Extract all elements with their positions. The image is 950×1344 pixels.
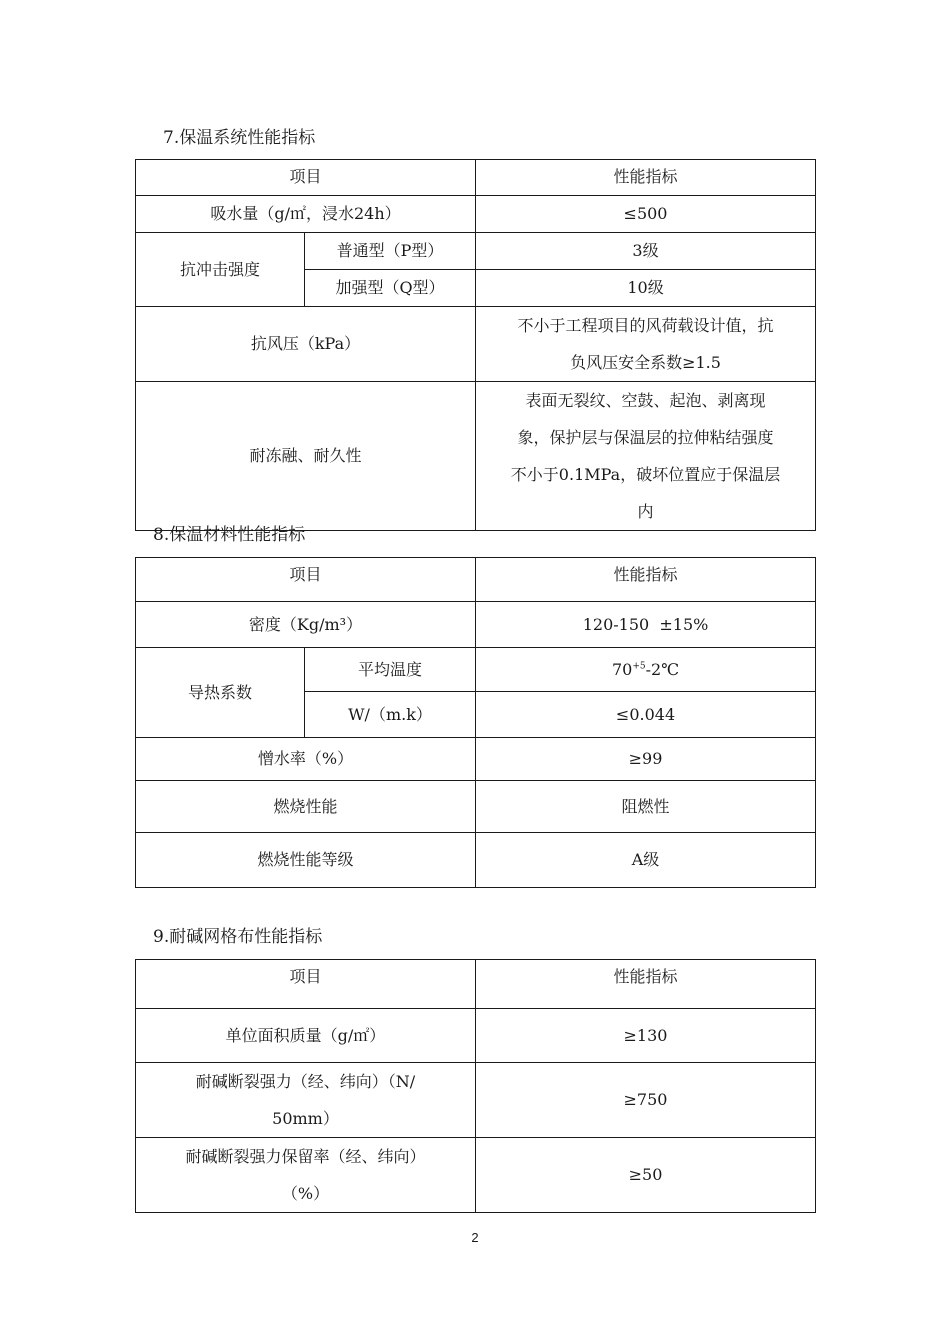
header-item: 项目	[136, 160, 476, 196]
unit-mass-value: ≥130	[476, 1009, 816, 1063]
breaking-value: ≥750	[476, 1063, 816, 1138]
conductivity-unit-label: W/（m.k）	[305, 692, 476, 738]
wind-value-line: 不小于工程项目的风荷载设计值，抗	[517, 316, 774, 335]
avg-temp-value	[476, 648, 816, 692]
impact-reinforced-value: 10级	[476, 270, 816, 307]
durability-line: 象，保护层与保温层的拉伸粘结强度	[517, 428, 774, 447]
impact-reinforced-label: 加强型（Q型）	[305, 270, 476, 307]
table-row	[136, 307, 816, 382]
hydrophobic-value: ≥99	[476, 738, 816, 781]
impact-normal-label: 普通型（P型）	[305, 233, 476, 270]
table-header-row	[136, 160, 816, 196]
insulation-system-table	[135, 159, 816, 531]
table-header-row	[136, 558, 816, 602]
retention-label	[136, 1138, 476, 1213]
table-row	[136, 382, 816, 531]
hydrophobic-label: 憎水率（%）	[136, 738, 476, 781]
conductivity-unit-value: ≤0.044	[476, 692, 816, 738]
header-item: 项目	[136, 558, 476, 602]
table-row	[136, 648, 816, 692]
avg-temp-sup: +5	[632, 661, 646, 672]
avg-temp-label: 平均温度	[305, 648, 476, 692]
section-8-title: 8.保温材料性能指标	[153, 525, 306, 545]
wind-value	[476, 307, 816, 382]
avg-temp-tail: -2℃	[645, 659, 680, 679]
durability-value	[476, 382, 816, 531]
table-header-row	[136, 960, 816, 1009]
table-row	[136, 1063, 816, 1138]
density-value: 120-150 ±15%	[476, 602, 816, 648]
water-absorption-value: ≤500	[476, 196, 816, 233]
header-item: 项目	[136, 960, 476, 1009]
breaking-label	[136, 1063, 476, 1138]
durability-line: 表面无裂纹、空鼓、起泡、剥离现	[525, 391, 766, 410]
wind-label: 抗风压（kPa）	[136, 307, 476, 382]
combustion-label: 燃烧性能	[136, 781, 476, 833]
avg-temp-main: 70	[611, 659, 633, 679]
water-absorption-label: 吸水量（g/㎡，浸水24h）	[136, 196, 476, 233]
retention-label-line: （%）	[281, 1184, 330, 1203]
table-row	[136, 602, 816, 648]
section-9-title: 9.耐碱网格布性能指标	[153, 927, 323, 947]
mesh-table	[135, 959, 816, 1213]
table-row	[136, 781, 816, 833]
section-7-title: 7.保温系统性能指标	[163, 128, 316, 148]
header-spec: 性能指标	[476, 960, 816, 1009]
table-row	[136, 833, 816, 888]
durability-line: 不小于0.1MPa，破坏位置应于保温层	[510, 465, 781, 484]
table-row	[136, 1009, 816, 1063]
table-row	[136, 1138, 816, 1213]
durability-line: 内	[637, 502, 654, 521]
retention-value: ≥50	[476, 1138, 816, 1213]
breaking-label-line: 耐碱断裂强力（经、纬向）（N/	[195, 1072, 416, 1091]
conductivity-label: 导热系数	[136, 648, 305, 738]
impact-normal-value: 3级	[476, 233, 816, 270]
wind-value-line: 负风压安全系数≥1.5	[570, 353, 721, 372]
density-label: 密度（Kg/m³）	[136, 602, 476, 648]
combustion-value: 阻燃性	[476, 781, 816, 833]
table-row	[136, 738, 816, 781]
table-row	[136, 196, 816, 233]
header-spec: 性能指标	[476, 558, 816, 602]
combustion-grade-value: A级	[476, 833, 816, 888]
unit-mass-label: 单位面积质量（g/㎡）	[136, 1009, 476, 1063]
retention-label-line: 耐碱断裂强力保留率（经、纬向）	[185, 1147, 426, 1166]
page-number: 2	[471, 1230, 479, 1245]
breaking-label-line: 50mm）	[272, 1109, 339, 1128]
durability-label: 耐冻融、耐久性	[136, 382, 476, 531]
table-row	[136, 233, 816, 270]
header-spec: 性能指标	[476, 160, 816, 196]
insulation-material-table	[135, 557, 816, 888]
combustion-grade-label: 燃烧性能等级	[136, 833, 476, 888]
impact-label: 抗冲击强度	[136, 233, 305, 307]
